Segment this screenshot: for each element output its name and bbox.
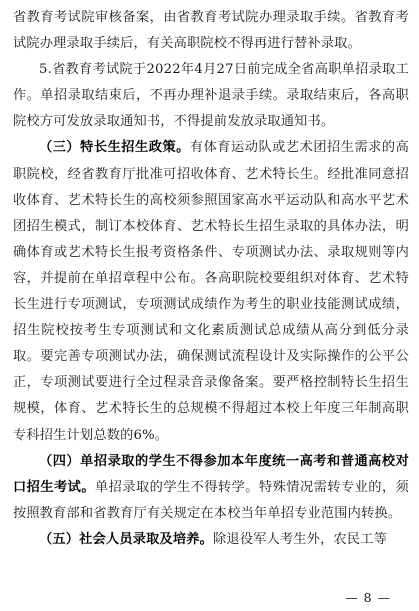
section-3-heading: （三）特长生招生政策。 (39, 140, 190, 156)
paragraph-continuation: 省教育考试院审核备案，由省教育考试院办理录取手续。省教育考试院办理录取手续后，有关高职院校不得再进行替补录取。 (13, 10, 409, 52)
paragraph-item-5: 5.省教育考试院于2022年4月27日前完成全省高职单招录取工作。单招录取结束后，不再办理补退录手续。录取结束后，各高职院校方可发放录取通知书，不得提前发放录取通知书。 (13, 62, 409, 130)
section-3-body: 有体育运动队或艺术团招生需求的高职院校，经省教育厅批准可招收体育、艺术特长生。经批准同意招收体育、艺术特长生的高校须参照国家高水平运动队和高水平艺术团招生模式，制订本校体育、艺术特长生招生录取的具体办法，明确体育或艺术特长生报考资格条件、专项测试办法、录取规则等内容，并提前在单招章程中公布。各高职院校要组织对体育、艺术特长生进行专项测试，专项测试成绩作为考生的职业技能测试成绩，招生院校按考生专项测试和文化素质测试总成绩从高分到低分录取。要完善专项测试办法，确保测试流程设计及实际操作的公平公正，专项测试要进行全过程录音录像备案。要严格控制特长生招生规模，体育、艺术特长生的总规模不得超过本校上年度三年制高职专科招生计划总数的6%。 (13, 140, 409, 443)
document-page (13, 5, 409, 553)
section-5-body: 除退役军人考生外，农民工等 (213, 531, 388, 547)
section-5-paragraph (13, 527, 409, 553)
section-4-heading: （四）单招录取的学生不得参加本年度统一高考和普通高校对口招生考试。 (13, 453, 409, 495)
section-5-heading: （五）社会人员录取及培养。 (39, 531, 214, 547)
section-4-paragraph (13, 449, 409, 527)
section-4-body: 单招录取的学生不得转学。特殊情况需转专业的，须按照教育部和省教育厅有关规定在本校当年单招专业范围内转换。 (13, 479, 409, 521)
section-3-paragraph (13, 135, 409, 448)
page-number: — 8 — (345, 590, 391, 605)
